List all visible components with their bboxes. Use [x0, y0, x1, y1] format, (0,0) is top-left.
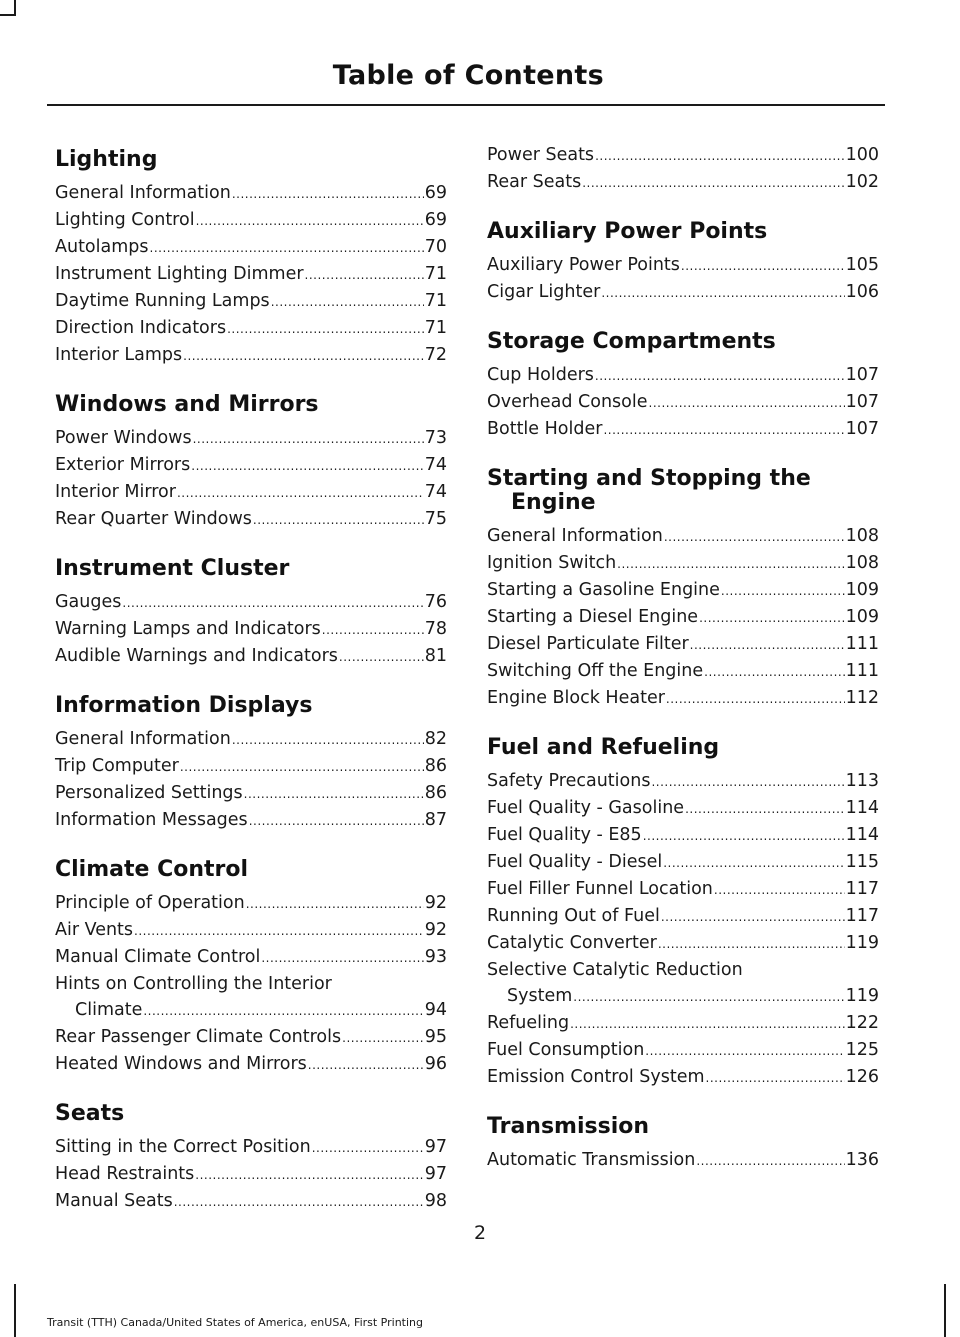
dot-leader: [696, 1147, 844, 1174]
toc-entry-link[interactable]: [487, 550, 879, 577]
section-heading-text: Lighting: [55, 147, 158, 172]
dot-leader: [312, 1134, 424, 1161]
dot-leader: [573, 983, 844, 1010]
toc-entry-page: 108: [845, 526, 879, 546]
dot-leader: [651, 768, 844, 795]
section-heading-text: Climate Control: [55, 857, 249, 882]
dot-leader: [714, 876, 845, 903]
dot-leader: [193, 425, 424, 452]
dot-leader: [271, 288, 424, 315]
dot-leader: [603, 416, 844, 443]
dot-leader: [339, 643, 424, 670]
dot-leader: [244, 780, 424, 807]
toc-entry-label: Rear Passenger Climate Controls: [55, 1027, 342, 1047]
toc-entry-page: 98: [424, 1191, 447, 1211]
toc-entry-page: 71: [424, 264, 447, 284]
toc-entry-label: Trip Computer: [55, 756, 179, 776]
toc-entry-label: Gauges: [55, 592, 122, 612]
toc-entry-link[interactable]: [487, 362, 879, 389]
section-heading: [487, 1109, 879, 1139]
dot-leader: [150, 234, 424, 261]
toc-section: [487, 142, 879, 196]
toc-entry-link[interactable]: [487, 1010, 879, 1037]
toc-entry-label: Fuel Quality - Diesel: [487, 852, 663, 872]
dot-leader: [582, 169, 844, 196]
toc-entry-link[interactable]: [55, 753, 447, 780]
toc-entry-label: Diesel Particulate Filter: [487, 634, 689, 654]
toc-entry-link[interactable]: [55, 207, 447, 234]
toc-entry-page: 74: [424, 482, 447, 502]
toc-entry-page: 114: [845, 825, 879, 845]
dot-leader: [704, 658, 844, 685]
toc-entry-label: Cup Holders: [487, 365, 594, 385]
toc-entry-link[interactable]: [55, 1051, 447, 1078]
toc-entry-page: 95: [424, 1027, 447, 1047]
toc-entry-link[interactable]: [487, 577, 879, 604]
toc-entry-label: Refueling: [487, 1013, 570, 1033]
dot-leader: [664, 523, 845, 550]
toc-entry-link[interactable]: [487, 523, 879, 550]
toc-entry-page: 106: [845, 282, 879, 302]
toc-entry-link[interactable]: [487, 1037, 879, 1064]
header-divider: [47, 104, 885, 106]
toc-entry-link[interactable]: [55, 234, 447, 261]
toc-entry-link[interactable]: [55, 342, 447, 369]
toc-entry-link[interactable]: [55, 261, 447, 288]
dot-leader: [342, 1024, 424, 1051]
toc-entry-label: Starting a Gasoline Engine: [487, 580, 720, 600]
section-heading-text: Storage Compartments: [487, 329, 776, 354]
section-heading: [55, 1096, 447, 1126]
crop-mark-bottom-left: [14, 1284, 16, 1337]
dot-leader: [685, 795, 845, 822]
toc-entry-label: Interior Lamps: [55, 345, 183, 365]
toc-entry-page: 71: [424, 291, 447, 311]
toc-entry-label: Warning Lamps and Indicators: [55, 619, 321, 639]
section-heading: [55, 688, 447, 718]
dot-leader: [690, 631, 845, 658]
dot-leader: [699, 604, 845, 631]
dot-leader: [601, 279, 844, 306]
toc-entry-page: 76: [424, 592, 447, 612]
toc-entry-label: Instrument Lighting Dimmer: [55, 264, 304, 284]
toc-entry-page: 93: [424, 947, 447, 967]
toc-entry-link[interactable]: [55, 643, 447, 670]
toc-entry-link[interactable]: [55, 971, 447, 1024]
toc-entry-link[interactable]: [487, 876, 879, 903]
toc-entry-link[interactable]: [487, 849, 879, 876]
toc-entry-page: 136: [845, 1150, 879, 1170]
toc-section: [487, 324, 879, 443]
section-heading: [55, 142, 447, 172]
dot-leader: [643, 822, 845, 849]
section-heading: [487, 324, 879, 354]
dot-leader: [134, 917, 424, 944]
toc-section: [55, 387, 447, 533]
toc-entry-page: 111: [845, 661, 879, 681]
dot-leader: [661, 903, 845, 930]
toc-entry-label: Personalized Settings: [55, 783, 243, 803]
toc-entry-link[interactable]: [487, 685, 879, 712]
toc-entry-label: Air Vents: [55, 920, 134, 940]
toc-entry-link[interactable]: [487, 279, 879, 306]
section-heading: [487, 730, 879, 760]
dot-leader: [196, 207, 424, 234]
dot-leader: [122, 589, 423, 616]
toc-entry-link[interactable]: [487, 903, 879, 930]
toc-entry-page: 107: [845, 392, 879, 412]
toc-entry-link[interactable]: [55, 890, 447, 917]
toc-entry-label: Heated Windows and Mirrors: [55, 1054, 307, 1074]
section-heading-continuation: Engine: [511, 490, 596, 515]
section-heading-text: Transmission: [487, 1114, 650, 1139]
toc-entry-page: 92: [424, 893, 447, 913]
dot-leader: [706, 1064, 845, 1091]
toc-entry-page: 122: [845, 1013, 879, 1033]
toc-entry-label: Starting a Diesel Engine: [487, 607, 699, 627]
toc-entry-link[interactable]: [487, 795, 879, 822]
toc-entry-page: 100: [845, 145, 879, 165]
toc-entry-link[interactable]: [55, 616, 447, 643]
toc-entry-link[interactable]: [487, 957, 879, 1010]
toc-entry-page: 117: [845, 879, 879, 899]
dot-leader: [253, 506, 424, 533]
dot-leader: [174, 1188, 424, 1215]
dot-leader: [322, 616, 424, 643]
toc-entry-link[interactable]: [55, 506, 447, 533]
toc-entry-page: 125: [845, 1040, 879, 1060]
toc-entry-page: 70: [424, 237, 447, 257]
dot-leader: [227, 315, 424, 342]
toc-entry-label: Exterior Mirrors: [55, 455, 191, 475]
toc-entry-label: Cigar Lighter: [487, 282, 601, 302]
toc-entry-label-continued: System: [507, 986, 573, 1006]
toc-entry-label: Daytime Running Lamps: [55, 291, 270, 311]
toc-entry-label: Head Restraints: [55, 1164, 195, 1184]
dot-leader: [666, 685, 845, 712]
dot-leader: [261, 944, 423, 971]
toc-entry-page: 78: [424, 619, 447, 639]
crop-mark-bottom-right: [944, 1284, 946, 1337]
toc-entry-label: Automatic Transmission: [487, 1150, 696, 1170]
toc-entry-page: 97: [424, 1137, 447, 1157]
toc-entry-label: Power Windows: [55, 428, 192, 448]
section-heading: [487, 461, 879, 515]
toc-entry-link[interactable]: [487, 416, 879, 443]
toc-entry-page: 102: [845, 172, 879, 192]
toc-section: [55, 1096, 447, 1215]
toc-entry-label: Running Out of Fuel: [487, 906, 660, 926]
toc-entry-link[interactable]: [487, 658, 879, 685]
toc-entry-page: 94: [424, 1000, 447, 1020]
toc-entry-link[interactable]: [487, 768, 879, 795]
dot-leader: [305, 261, 424, 288]
toc-entry-page: 92: [424, 920, 447, 940]
toc-entry-page: 109: [845, 580, 879, 600]
toc-entry-link[interactable]: [55, 425, 447, 452]
toc-entry-page: 72: [424, 345, 447, 365]
dot-leader: [570, 1010, 845, 1037]
toc-entry-label: Rear Seats: [487, 172, 582, 192]
toc-entry-label: Bottle Holder: [487, 419, 603, 439]
toc-entry-label: Ignition Switch: [487, 553, 617, 573]
page-title: Table of Contents: [332, 60, 604, 91]
edition-footer: Transit (TTH) Canada/United States of America, enUSA, First Printing: [47, 1316, 423, 1329]
toc-entry-label: Safety Precautions: [487, 771, 651, 791]
dot-leader: [177, 479, 424, 506]
toc-entry-link[interactable]: [55, 288, 447, 315]
section-heading-text: Starting and Stopping the: [487, 466, 811, 491]
section-heading: [55, 852, 447, 882]
toc-entry-label-continued: Climate: [75, 1000, 143, 1020]
toc-entry-page: 117: [845, 906, 879, 926]
toc-entry-link[interactable]: [55, 1024, 447, 1051]
toc-entry-page: 119: [845, 933, 879, 953]
toc-entry-link[interactable]: [487, 142, 879, 169]
toc-entry-label: Lighting Control: [55, 210, 195, 230]
section-heading-text: Fuel and Refueling: [487, 735, 720, 760]
toc-entry-page: 111: [845, 634, 879, 654]
toc-entry-link[interactable]: [487, 822, 879, 849]
toc-entry-link[interactable]: [487, 631, 879, 658]
toc-section: [487, 1109, 879, 1174]
toc-entry-label: Interior Mirror: [55, 482, 176, 502]
toc-entry-page: 108: [845, 553, 879, 573]
toc-entry-label: Selective Catalytic Reduction: [487, 960, 743, 980]
toc-section: [55, 551, 447, 670]
dot-leader: [649, 389, 845, 416]
toc-entry-page: 81: [424, 646, 447, 666]
dot-leader: [180, 753, 424, 780]
toc-entry-link[interactable]: [55, 180, 447, 207]
toc-entry-label: Information Messages: [55, 810, 248, 830]
toc-entry-page: 74: [424, 455, 447, 475]
toc-entry-page: 96: [424, 1054, 447, 1074]
toc-entry-label: Manual Climate Control: [55, 947, 261, 967]
dot-leader: [663, 849, 844, 876]
dot-leader: [658, 930, 845, 957]
toc-entry-link[interactable]: [55, 1134, 447, 1161]
toc-entry-label: Direction Indicators: [55, 318, 227, 338]
toc-entry-link[interactable]: [55, 944, 447, 971]
dot-leader: [232, 726, 424, 753]
toc-entry-link[interactable]: [55, 1161, 447, 1188]
toc-entry-label: Principle of Operation: [55, 893, 245, 913]
toc-entry-page: 87: [424, 810, 447, 830]
toc-entry-page: 105: [845, 255, 879, 275]
toc-entry-page: 69: [424, 183, 447, 203]
toc-entry-page: 75: [424, 509, 447, 529]
toc-entry-link[interactable]: [55, 315, 447, 342]
toc-entry-page: 126: [845, 1067, 879, 1087]
toc-right-column: [487, 142, 879, 1174]
toc-entry-link[interactable]: [55, 452, 447, 479]
toc-section: [55, 142, 447, 369]
toc-entry-label: Fuel Filler Funnel Location: [487, 879, 713, 899]
section-heading: [55, 387, 447, 417]
section-heading-text: Windows and Mirrors: [55, 392, 319, 417]
toc-entry-label: Overhead Console: [487, 392, 648, 412]
toc-entry-page: 113: [845, 771, 879, 791]
toc-entry-page: 109: [845, 607, 879, 627]
toc-section: [487, 214, 879, 306]
dot-leader: [595, 362, 845, 389]
toc-entry-label: Engine Block Heater: [487, 688, 665, 708]
toc-entry-label: Fuel Consumption: [487, 1040, 645, 1060]
toc-entry-label: Rear Quarter Windows: [55, 509, 252, 529]
toc-entry-label: General Information: [55, 729, 231, 749]
toc-entry-link[interactable]: [55, 1188, 447, 1215]
toc-entry-label: Sitting in the Correct Position: [55, 1137, 311, 1157]
toc-entry-page: 97: [424, 1164, 447, 1184]
dot-leader: [721, 577, 845, 604]
toc-entry-label: Auxiliary Power Points: [487, 255, 680, 275]
toc-entry-label: Audible Warnings and Indicators: [55, 646, 338, 666]
section-heading: [55, 551, 447, 581]
toc-entry-label: Switching Off the Engine: [487, 661, 704, 681]
toc-entry-link[interactable]: [487, 604, 879, 631]
toc-entry-continuation: [487, 983, 879, 1010]
toc-entry-link[interactable]: [487, 389, 879, 416]
toc-entry-page: 107: [845, 419, 879, 439]
toc-entry-page: 86: [424, 756, 447, 776]
toc-entry-page: 119: [845, 986, 879, 1006]
toc-entry-continuation: [55, 997, 447, 1024]
toc-entry-link[interactable]: [487, 1064, 879, 1091]
toc-entry-label: Power Seats: [487, 145, 595, 165]
section-heading-text: Instrument Cluster: [55, 556, 290, 581]
toc-entry-page: 107: [845, 365, 879, 385]
toc-entry-link[interactable]: [487, 252, 879, 279]
dot-leader: [232, 180, 424, 207]
toc-left-column: [55, 142, 447, 1215]
toc-entry-page: 82: [424, 729, 447, 749]
toc-entry-link[interactable]: [55, 780, 447, 807]
toc-entry-link[interactable]: [55, 807, 447, 834]
section-heading-text: Auxiliary Power Points: [487, 219, 768, 244]
toc-entry-link[interactable]: [55, 917, 447, 944]
toc-entry-label: General Information: [55, 183, 231, 203]
toc-entry-page: 73: [424, 428, 447, 448]
dot-leader: [308, 1051, 424, 1078]
section-heading-text: Information Displays: [55, 693, 313, 718]
toc-section: [487, 730, 879, 1091]
toc-entry-label: Emission Control System: [487, 1067, 705, 1087]
toc-section: [55, 688, 447, 834]
toc-entry-page: 86: [424, 783, 447, 803]
toc-entry-label: Hints on Controlling the Interior: [55, 974, 332, 994]
toc-entry-label: General Information: [487, 526, 663, 546]
toc-entry-page: 114: [845, 798, 879, 818]
crop-mark-top-left-horizontal: [0, 14, 16, 16]
dot-leader: [617, 550, 844, 577]
dot-leader: [595, 142, 845, 169]
toc-entry-link[interactable]: [55, 479, 447, 506]
toc-entry-link[interactable]: [487, 1147, 879, 1174]
toc-entry-page: 69: [424, 210, 447, 230]
toc-entry-page: 112: [845, 688, 879, 708]
toc-entry-link[interactable]: [55, 726, 447, 753]
toc-entry-label: Fuel Quality - E85: [487, 825, 642, 845]
toc-entry-label: Manual Seats: [55, 1191, 173, 1211]
toc-entry-label: Fuel Quality - Gasoline: [487, 798, 685, 818]
section-heading-text: Seats: [55, 1101, 125, 1126]
dot-leader: [183, 342, 424, 369]
toc-entry-link[interactable]: [487, 930, 879, 957]
toc-section: [55, 852, 447, 1078]
toc-entry-page: 115: [845, 852, 879, 872]
toc-entry-link[interactable]: [487, 169, 879, 196]
section-heading: [487, 214, 879, 244]
dot-leader: [249, 807, 424, 834]
toc-entry-link[interactable]: [55, 589, 447, 616]
toc-entry-page: 71: [424, 318, 447, 338]
dot-leader: [143, 997, 423, 1024]
toc-section: [487, 461, 879, 712]
dot-leader: [246, 890, 424, 917]
dot-leader: [195, 1161, 423, 1188]
page-number: 2: [473, 1222, 487, 1244]
dot-leader: [645, 1037, 844, 1064]
toc-entry-label: Autolamps: [55, 237, 149, 257]
dot-leader: [191, 452, 423, 479]
dot-leader: [681, 252, 845, 279]
toc-entry-label: Catalytic Converter: [487, 933, 657, 953]
